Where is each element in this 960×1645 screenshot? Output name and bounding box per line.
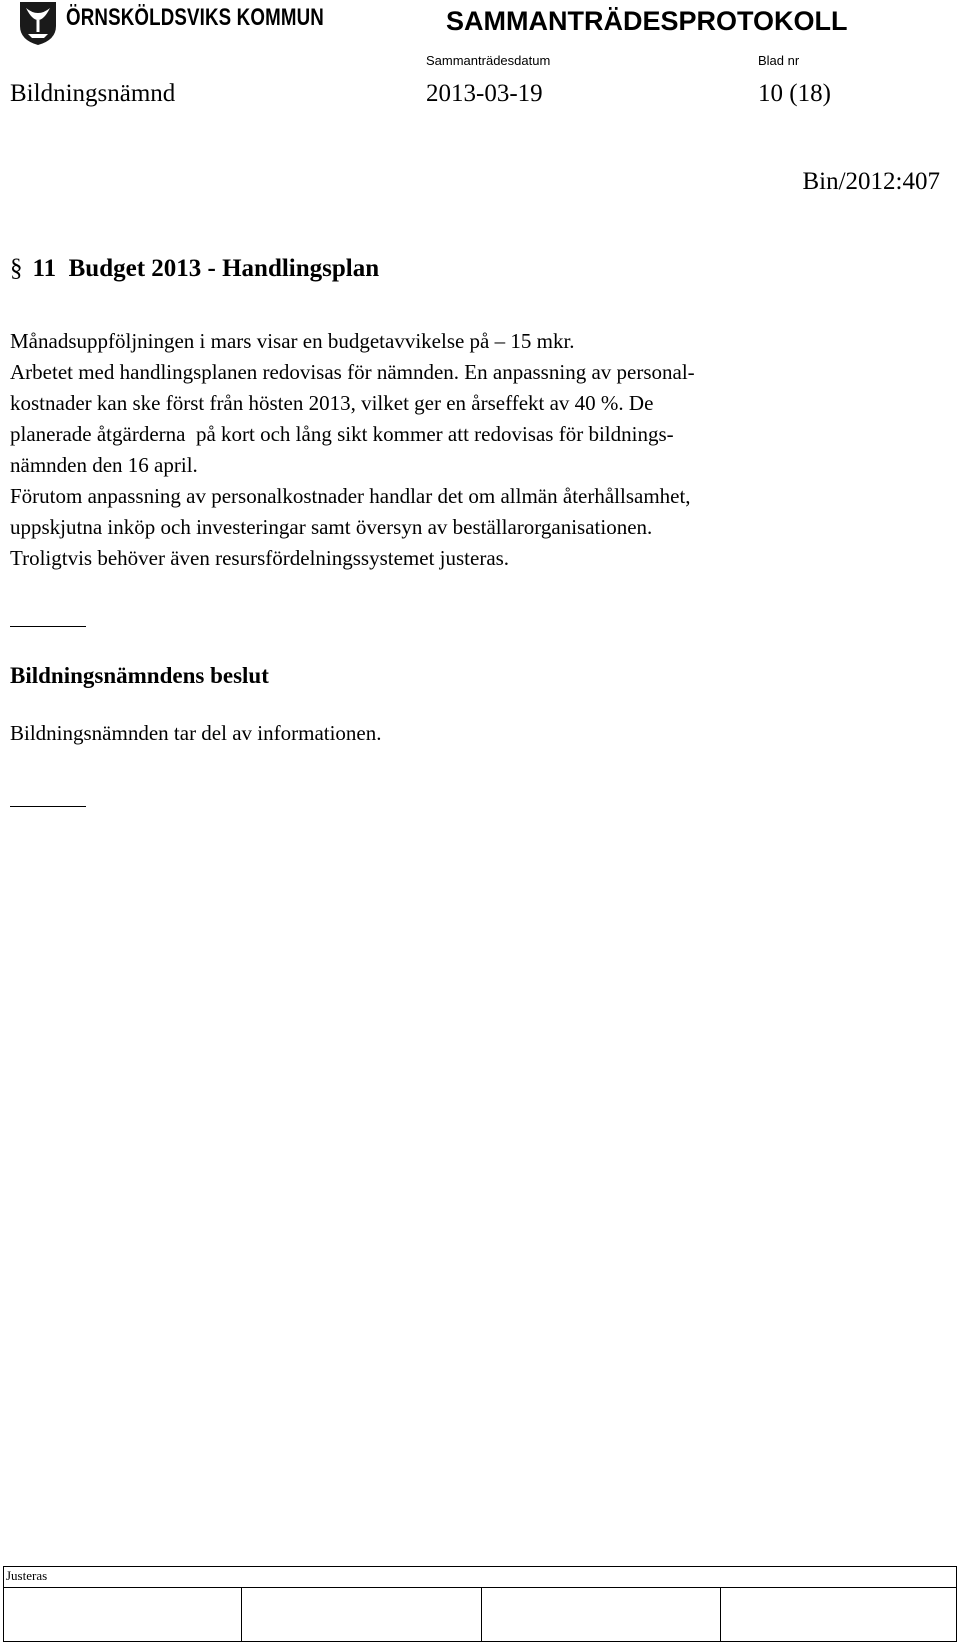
section-divider	[10, 626, 86, 627]
body-line: uppskjutna inköp och investeringar samt översyn av beställarorganisationen.	[10, 515, 653, 539]
document-type: SAMMANTRÄDESPROTOKOLL	[446, 6, 848, 36]
date-label: Sammanträdesdatum	[426, 53, 551, 68]
decision-heading: Bildningsnämndens beslut	[10, 663, 269, 688]
body-line: Arbetet med handlingsplanen redovisas för nämnden. En anpassning av personal-	[10, 360, 695, 384]
body-line: kostnader kan ske först från hösten 2013, vilket ger en årseffekt av 40 %. De	[10, 391, 654, 415]
decision-text: Bildningsnämnden tar del av informationen.	[10, 721, 382, 745]
signature-label: Justeras	[6, 1568, 48, 1583]
section-divider	[10, 806, 86, 807]
case-number: Bin/2012:407	[802, 168, 940, 195]
body-line: Månadsuppföljningen i mars visar en budgetavvikelse på – 15 mkr.	[10, 329, 575, 353]
organization-name: ÖRNSKÖLDSVIKS KOMMUN	[66, 4, 324, 31]
meeting-date: 2013-03-19	[426, 80, 543, 107]
page-label: Blad nr	[758, 53, 800, 68]
section-symbol: §	[10, 255, 23, 282]
table-divider	[481, 1587, 482, 1641]
page-number: 10 (18)	[758, 80, 831, 107]
table-divider	[4, 1587, 956, 1588]
committee-name: Bildningsnämnd	[10, 80, 176, 107]
table-divider	[241, 1587, 242, 1641]
body-line: planerade åtgärderna på kort och lång sikt kommer att redovisas för bildnings-	[10, 422, 674, 446]
paragraph-title	[10, 255, 379, 283]
paragraph-heading: 11 Budget 2013 - Handlingsplan	[32, 255, 380, 282]
body-text	[10, 326, 950, 574]
body-line: nämnden den 16 april.	[10, 453, 198, 477]
signature-table	[3, 1566, 957, 1642]
body-line: Förutom anpassning av personalkostnader handlar det om allmän återhållsamhet,	[10, 484, 691, 508]
table-divider	[720, 1587, 721, 1641]
body-line: Troligtvis behöver även resursfördelningssystemet justeras.	[10, 546, 510, 570]
municipal-coat-of-arms-icon	[18, 0, 58, 46]
